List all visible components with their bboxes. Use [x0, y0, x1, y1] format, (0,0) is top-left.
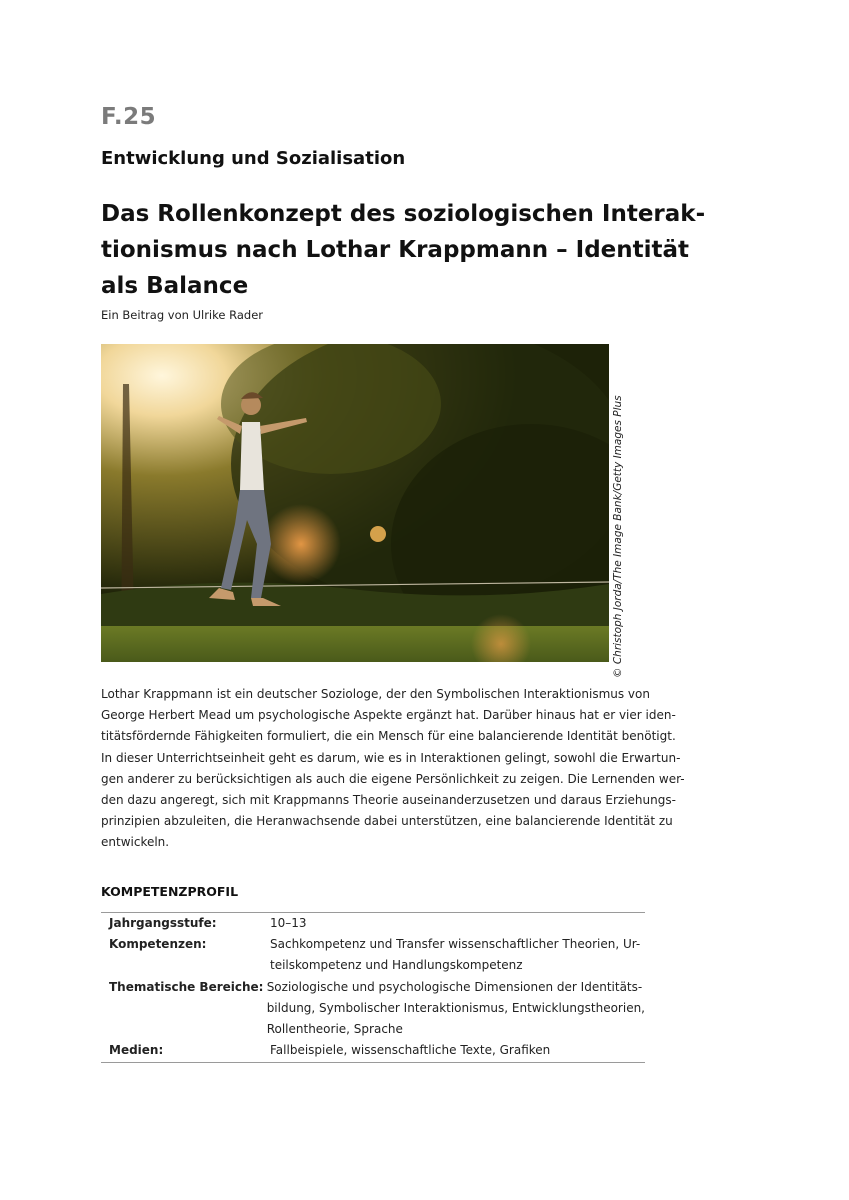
row-label: Kompetenzen:: [109, 937, 207, 952]
table-row: [101, 934, 645, 976]
subject-heading: Entwicklung und Sozialisation: [101, 148, 406, 169]
row-value: [267, 977, 645, 1041]
kompetenzprofil-heading: KOMPETENZPROFIL: [101, 884, 239, 899]
value-line: Rollentheorie, Sprache: [266, 1022, 403, 1037]
photo-woman-balancing-on-slackline: [101, 344, 609, 662]
table-row: [101, 913, 645, 934]
value-line: teilskompetenz und Handlungskompetenz: [270, 958, 523, 973]
intro-line: titätsfördernde Fähigkeiten formuliert, die ein Mensch für eine balancierende Identität benötigt.: [101, 729, 676, 744]
author-line: Ein Beitrag von Ulrike Rader: [101, 308, 263, 322]
intro-line: den dazu angeregt, sich mit Krappmanns Theorie auseinanderzusetzen und daraus Erziehungs-: [101, 793, 676, 808]
value-line: Sachkompetenz und Transfer wissenschaftlicher Theorien, Ur-: [270, 937, 641, 952]
intro-line: entwickeln.: [101, 835, 170, 850]
title-line: Das Rollenkonzept des soziologischen Interak-: [101, 201, 706, 227]
value-line: Soziologische und psychologische Dimensionen der Identitäts-: [266, 979, 643, 994]
table-row: [101, 1040, 645, 1061]
table-row: [101, 977, 645, 1041]
intro-line: gen anderer zu berücksichtigen als auch die eigene Persönlichkeit zu zeigen. Die Lernenden wer-: [101, 771, 685, 786]
intro-line: Lothar Krappmann ist ein deutscher Soziologe, der den Symbolischen Interaktionismus von: [101, 687, 650, 701]
intro-line: In dieser Unterrichtseinheit geht es darum, wie es in Interaktionen gelingt, sowohl die Erwartun-: [101, 750, 681, 765]
value-line: 10–13: [270, 916, 307, 930]
row-value: [270, 934, 645, 976]
intro-paragraph: [101, 684, 685, 854]
chapter-code: F.25: [101, 104, 157, 130]
intro-line: prinzipien abzuleiten, die Heranwachsende dabei unterstützen, eine balancierende Identität zu: [101, 814, 673, 829]
value-line: bildung, Symbolischer Interaktionismus, Entwicklungstheorien,: [266, 1000, 645, 1015]
row-label: Jahrgangsstufe:: [109, 916, 217, 930]
row-label: Medien:: [109, 1043, 164, 1058]
page-title: [101, 196, 706, 304]
cover-photo: [101, 344, 609, 662]
value-line: Fallbeispiele, wissenschaftliche Texte, Grafiken: [270, 1043, 551, 1058]
photo-credit: © Christoph Jorda/The Image Bank/Getty Images Plus: [612, 395, 624, 678]
intro-line: George Herbert Mead um psychologische Aspekte ergänzt hat. Darüber hinaus hat er vier iden-: [101, 708, 676, 723]
title-line: als Balance: [101, 273, 249, 299]
row-value: [270, 1040, 645, 1061]
row-label: Thematische Bereiche:: [109, 979, 264, 994]
row-value: [270, 913, 645, 934]
kompetenzprofil-table: [101, 912, 645, 1063]
title-line: tionismus nach Lothar Krappmann – Identität: [101, 237, 690, 263]
